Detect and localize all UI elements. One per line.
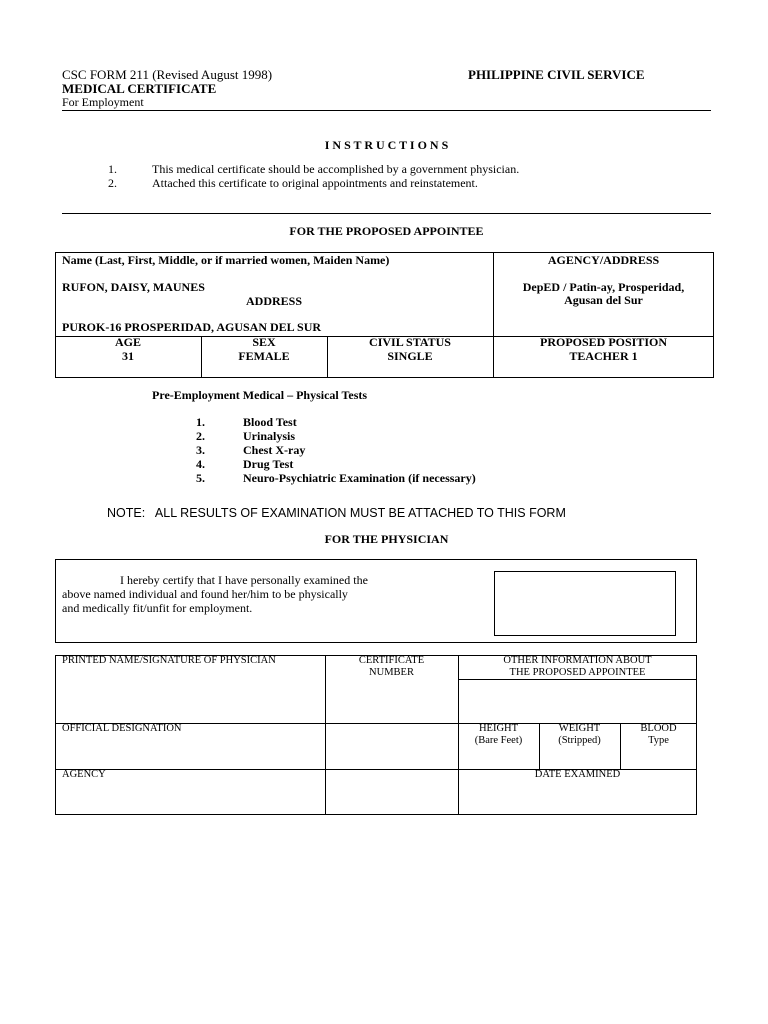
name-value: RUFON, DAISY, MAUNES (62, 280, 205, 294)
instruction-1-number: 1. (108, 162, 117, 176)
instruction-2-number: 2. (108, 176, 117, 190)
tests-heading: Pre-Employment Medical – Physical Tests (152, 388, 368, 402)
test-5-number: 5. (196, 471, 205, 485)
form-subtitle: For Employment (62, 95, 144, 109)
test-2-text: Urinalysis (243, 429, 296, 443)
certificate-number-label-2: NUMBER (369, 667, 414, 678)
agency-label: AGENCY (62, 769, 106, 780)
test-1-text: Blood Test (243, 415, 297, 429)
name-label: Name (Last, First, Middle, or if married women, Maiden Name) (62, 253, 390, 267)
appointee-heading: FOR THE PROPOSED APPOINTEE (289, 224, 484, 238)
instruction-1-text: This medical certificate should be accomplished by a government physician. (152, 162, 520, 176)
instructions-divider (62, 213, 711, 214)
instruction-2-text: Attached this certificate to original appointments and reinstatement. (152, 176, 478, 190)
table-col-divider-1 (325, 655, 326, 815)
weight-sublabel: (Stripped) (558, 735, 601, 746)
attachment-note: NOTE: ALL RESULTS OF EXAMINATION MUST BE ATTACHED TO THIS FORM (107, 506, 566, 520)
agency-address-label: AGENCY/ADDRESS (547, 253, 660, 267)
certificate-number-label-1: CERTIFICATE (358, 655, 425, 666)
form-title: MEDICAL CERTIFICATE (62, 81, 217, 96)
proposed-position-value: TEACHER 1 (569, 349, 638, 363)
sex-label: SEX (252, 335, 276, 349)
certification-line-1: I hereby certify that I have personally examined the (120, 573, 368, 587)
sex-value: FEMALE (238, 349, 290, 363)
height-sublabel: (Bare Feet) (474, 735, 523, 746)
blood-type-label: BLOOD (640, 723, 677, 734)
age-value: 31 (122, 349, 134, 363)
agency-address-line-1: DepED / Patin-ay, Prosperidad, (522, 280, 685, 294)
other-info-divider (458, 679, 697, 680)
printed-name-label: PRINTED NAME/SIGNATURE OF PHYSICIAN (62, 655, 276, 666)
civil-status-value: SINGLE (387, 349, 433, 363)
other-info-label-2: THE PROPOSED APPOINTEE (509, 667, 646, 678)
issuing-agency: PHILIPPINE CIVIL SERVICE (468, 67, 645, 82)
other-info-label-1: OTHER INFORMATION ABOUT (503, 655, 652, 666)
physician-heading: FOR THE PHYSICIAN (324, 532, 449, 546)
certification-line-3: and medically fit/unfit for employment. (62, 601, 253, 615)
test-1-number: 1. (196, 415, 205, 429)
test-2-number: 2. (196, 429, 205, 443)
header-divider (62, 110, 711, 111)
test-4-number: 4. (196, 457, 205, 471)
weight-label: WEIGHT (558, 723, 601, 734)
address-value: PUROK-16 PROSPERIDAD, AGUSAN DEL SUR (62, 320, 322, 334)
test-5-text: Neuro-Psychiatric Examination (if necessary) (243, 471, 476, 485)
agency-address-line-2: Agusan del Sur (564, 293, 643, 307)
blood-type-sublabel: Type (648, 735, 669, 746)
test-3-text: Chest X-ray (243, 443, 306, 457)
certification-line-2: above named individual and found her/him to be physically (62, 587, 348, 601)
test-3-number: 3. (196, 443, 205, 457)
signature-stamp-box[interactable] (494, 571, 676, 636)
official-designation-label: OFFICIAL DESIGNATION (62, 723, 182, 734)
age-label: AGE (114, 335, 141, 349)
height-label: HEIGHT (478, 723, 519, 734)
proposed-position-label: PROPOSED POSITION (539, 335, 668, 349)
address-label: ADDRESS (245, 294, 302, 308)
instructions-heading: I N S T R U C T I O N S (324, 138, 449, 152)
form-number: CSC FORM 211 (Revised August 1998) (62, 67, 273, 82)
date-examined-label: DATE EXAMINED (534, 769, 621, 780)
test-4-text: Drug Test (243, 457, 294, 471)
civil-status-label: CIVIL STATUS (369, 335, 451, 349)
